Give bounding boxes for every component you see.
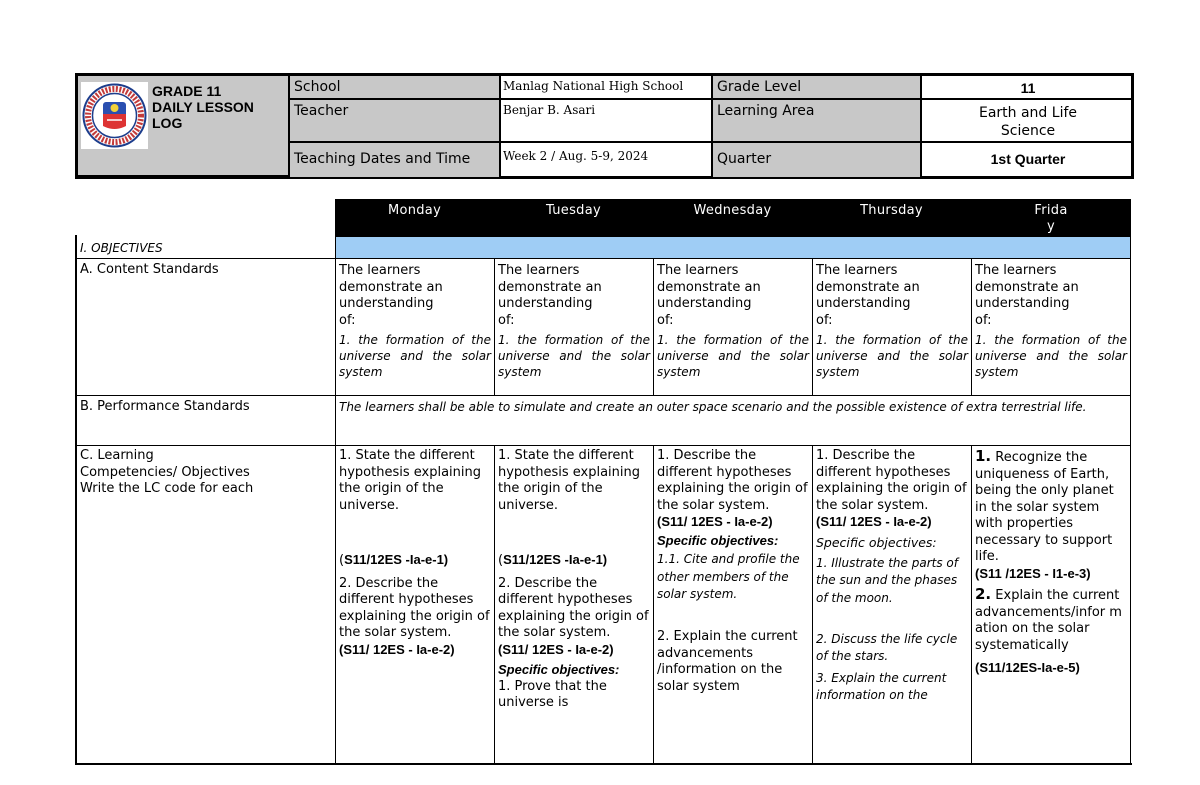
content-standards-item: 1. the formation of the universe and the solar system — [816, 333, 968, 379]
thursday-specific-objective-2: 2. Discuss the life cycle of the stars. — [816, 631, 958, 663]
teaching-dates-value: Week 2 / Aug. 5-9, 2024 — [501, 143, 713, 177]
lead-line-4: of: — [498, 312, 515, 328]
objectives-label: I. OBJECTIVES — [77, 236, 336, 259]
wednesday-specific-objectives-label: Specific objectives: — [657, 532, 779, 548]
monday-objective-2: 2. Describe the different hypotheses explaining the origin of the solar system. — [339, 575, 490, 640]
thursday-code-1: (S11/ 12ES - Ia-e-2) — [816, 514, 932, 529]
tuesday-specific-objectives-label: Specific objectives: — [498, 662, 620, 677]
lead-line-1: The learners — [498, 263, 580, 278]
content-standards-item: 1. the formation of the universe and the solar system — [975, 333, 1127, 379]
content-standards-wednesday — [654, 259, 813, 396]
wednesday-specific-objective-1: 1.1. Cite and profile the other members of the solar system. — [657, 552, 800, 601]
wednesday-objective-1: 1. Describe the different hypotheses explaining the origin of the solar system. — [657, 448, 808, 513]
content-standards-lead — [657, 261, 809, 329]
competencies-thursday — [813, 446, 972, 764]
header-title-line-1: GRADE 11 — [152, 83, 222, 99]
friday-objective-2: Explain the current advancements/infor m ation on the solar systematically — [975, 588, 1122, 653]
lead-line-3: understanding — [816, 296, 911, 311]
header-title-line-2: DAILY LESSON — [152, 99, 254, 115]
lead-line-1: The learners — [975, 263, 1057, 278]
friday-objective-2-number: 2. — [975, 585, 992, 603]
friday-objective-2-block — [975, 586, 1127, 654]
school-label: School — [290, 76, 501, 100]
day-wednesday: Wednesday — [693, 203, 772, 218]
learning-area-line-1: Earth and Life — [978, 105, 1077, 121]
tuesday-code-1-paren: ( — [498, 553, 504, 568]
lead-line-3: understanding — [657, 296, 752, 311]
day-friday — [971, 200, 1131, 236]
content-standards-tuesday — [495, 259, 654, 396]
monday-code-1 — [339, 552, 491, 570]
content-standards-lead — [339, 261, 491, 329]
header-title-cell — [78, 76, 290, 177]
competencies-tuesday — [495, 446, 654, 764]
competencies-label — [77, 446, 336, 764]
competencies-label-line-1: C. Learning — [80, 448, 154, 463]
day-thursday: Thursday — [860, 203, 923, 218]
quarter-value: 1st Quarter — [990, 151, 1066, 167]
friday-code-1: (S11 /12ES - I1-e-3) — [975, 565, 1091, 581]
tuesday-code-2: (S11/ 12ES - Ia-e-2) — [498, 641, 614, 657]
learning-area-line-2: Science — [1000, 123, 1056, 139]
day-friday-line-1: Frida — [1034, 203, 1068, 218]
content-standards-lead — [975, 261, 1127, 329]
content-standards-friday — [972, 259, 1131, 396]
lead-line-1: The learners — [339, 263, 421, 278]
thursday-specific-objective-1: 1. Illustrate the parts of the sun and the phases of the moon. — [816, 555, 958, 605]
content-standards-monday — [336, 259, 495, 396]
monday-code-1-paren: ( — [339, 553, 345, 568]
lead-line-2: demonstrate an — [816, 279, 920, 295]
thursday-objective-1: 1. Describe the different hypotheses explaining the origin of the solar system. — [816, 448, 967, 513]
friday-objective-1-block — [975, 448, 1127, 566]
competencies-wednesday — [654, 446, 813, 764]
day-friday-line-2: y — [1047, 219, 1055, 234]
content-standards-label: A. Content Standards — [77, 259, 336, 396]
wednesday-objective-2: 2. Explain the current advancements /information on the solar system — [657, 629, 798, 694]
content-standards-item: 1. the formation of the universe and the solar system — [339, 333, 491, 379]
header-table — [75, 73, 1134, 179]
friday-code-2: (S11/12ES-Ia-e-5) — [975, 660, 1080, 675]
grade-level-value: 11 — [922, 76, 1134, 100]
content-standards-item: 1. the formation of the universe and the solar system — [657, 333, 809, 379]
day-monday: Monday — [387, 203, 442, 218]
content-standards-item: 1. the formation of the universe and the solar system — [498, 333, 650, 379]
header-title-line-3: LOG — [152, 115, 183, 131]
grade-level-label: Grade Level — [713, 76, 922, 100]
lead-line-2: demonstrate an — [657, 279, 761, 295]
tuesday-specific-objective-1: 1. Prove that the universe is — [498, 678, 607, 710]
lead-line-3: understanding — [975, 296, 1070, 311]
lead-line-1: The learners — [657, 263, 739, 278]
friday-objective-1-number: 1. — [975, 447, 992, 465]
thursday-specific-objective-3: 3. Explain the current information on the — [816, 670, 947, 702]
tuesday-code-1-text: S11/12ES -Ia-e-1) — [503, 552, 608, 567]
competencies-monday — [336, 446, 495, 764]
tuesday-objective-2: 2. Describe the different hypotheses explaining the origin of the solar system. — [498, 575, 649, 640]
day-tuesday: Tuesday — [546, 203, 601, 218]
monday-code-1-text: S11/12ES -Ia-e-1) — [344, 552, 449, 567]
competencies-label-line-3: Write the LC code for each — [80, 481, 254, 496]
lead-line-2: demonstrate an — [498, 279, 602, 295]
lead-line-2: demonstrate an — [975, 279, 1079, 295]
monday-objective-1: 1. State the different hypothesis explaining the origin of the universe. — [339, 448, 482, 513]
learning-area-value — [922, 100, 1134, 143]
learning-area-label: Learning Area — [713, 100, 922, 143]
deped-seal-icon — [81, 82, 148, 149]
lead-line-2: demonstrate an — [339, 279, 443, 295]
header-title — [152, 83, 254, 131]
thursday-specific-objectives-label: Specific objectives: — [816, 534, 937, 550]
school-value: Manlag National High School — [501, 76, 713, 100]
lead-line-4: of: — [657, 312, 674, 328]
lead-line-4: of: — [975, 312, 992, 328]
teacher-value: Benjar B. Asari — [501, 100, 713, 143]
lead-line-4: of: — [816, 312, 833, 328]
lead-line-3: understanding — [498, 296, 593, 311]
teacher-label: Teacher — [290, 100, 501, 143]
tuesday-objective-1: 1. State the different hypothesis explaining the origin of the universe. — [498, 448, 641, 513]
content-standards-lead — [498, 261, 650, 329]
performance-standards-text: The learners shall be able to simulate and create an outer space scenario and the possible existence of extra terrestrial life. — [336, 396, 1131, 446]
teaching-dates-label: Teaching Dates and Time — [290, 143, 501, 177]
tuesday-code-1 — [498, 552, 650, 570]
objectives-band — [336, 236, 1131, 259]
monday-code-2: (S11/ 12ES - Ia-e-2) — [339, 641, 455, 657]
competencies-label-line-2: Competencies/ Objectives — [80, 464, 250, 480]
wednesday-code-1: (S11/ 12ES - Ia-e-2) — [657, 514, 773, 529]
competencies-friday — [972, 446, 1131, 764]
content-standards-thursday — [813, 259, 972, 396]
lead-line-3: understanding — [339, 296, 434, 311]
friday-objective-1: Recognize the uniqueness of Earth, being the only planet in the solar system with properties necessary to support life. — [975, 450, 1114, 564]
lead-line-1: The learners — [816, 263, 898, 278]
quarter-label: Quarter — [713, 143, 922, 177]
performance-standards-label: B. Performance Standards — [77, 396, 336, 446]
content-standards-lead — [816, 261, 968, 329]
lead-line-4: of: — [339, 312, 356, 328]
